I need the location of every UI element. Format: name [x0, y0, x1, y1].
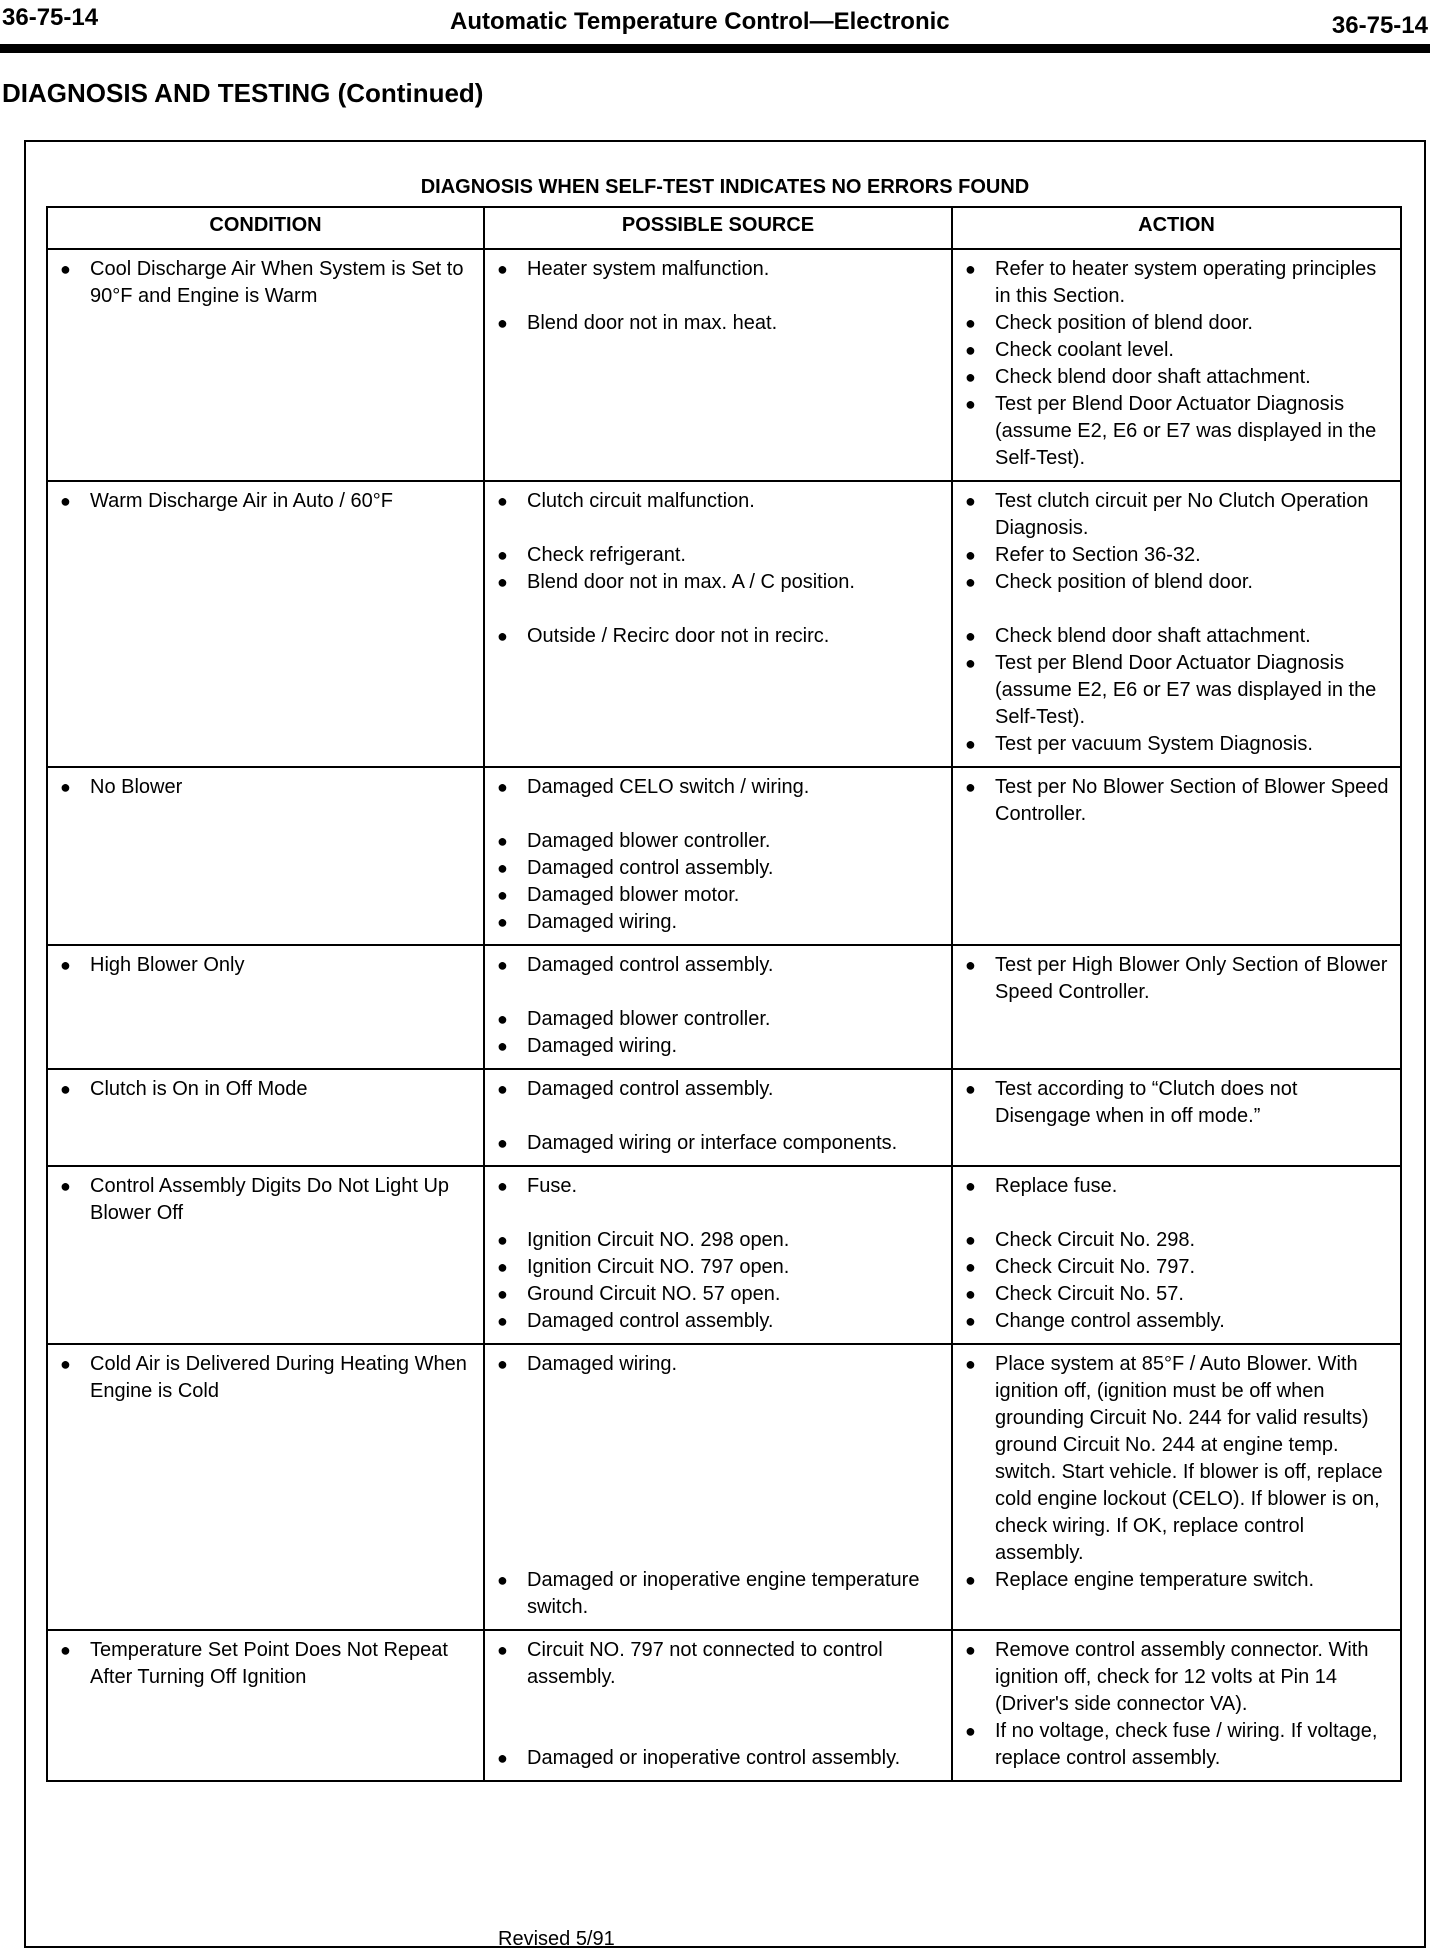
condition-cell: [47, 1166, 484, 1344]
action-cell: [952, 1630, 1401, 1781]
item-text: Temperature Set Point Does Not Repeat After Turning Off Ignition: [90, 1639, 448, 1688]
list-item: [497, 623, 941, 650]
bullet-icon: ●: [497, 1640, 508, 1660]
possible-source-cell: [484, 767, 952, 945]
item-text: Test clutch circuit per No Clutch Operation Diagnosis.: [995, 490, 1369, 539]
list-item: [965, 488, 1390, 542]
item-text: Ignition Circuit NO. 298 open.: [527, 1229, 790, 1251]
bullet-icon: ●: [497, 313, 508, 333]
bullet-icon: ●: [497, 545, 508, 565]
bullet-icon: ●: [965, 626, 976, 646]
list-item: [965, 391, 1390, 472]
item-text: Damaged blower controller.: [527, 830, 771, 852]
bullet-icon: ●: [60, 259, 71, 279]
condition-cell: [47, 249, 484, 481]
item-text: Damaged control assembly.: [527, 954, 774, 976]
bullet-icon: ●: [965, 545, 976, 565]
table-row: [47, 1344, 1401, 1630]
bullet-icon: ●: [497, 1133, 508, 1153]
diagnosis-frame: [24, 140, 1426, 1948]
item-text: Heater system malfunction.: [527, 258, 770, 280]
item-text: Check position of blend door.: [995, 312, 1253, 334]
page-header: [0, 2, 1440, 42]
list-item: [497, 1745, 941, 1772]
table-header-row: [47, 207, 1401, 249]
diagnosis-table: [46, 206, 1402, 1782]
bullet-icon: ●: [965, 1721, 976, 1741]
item-text: Damaged control assembly.: [527, 1310, 774, 1332]
list-item: [965, 256, 1390, 310]
item-text: Damaged wiring.: [527, 1353, 678, 1375]
list-item: [497, 1227, 941, 1254]
table-row: [47, 481, 1401, 767]
list-item: [60, 256, 473, 310]
bullet-icon: ●: [497, 885, 508, 905]
list-item: [965, 952, 1390, 1006]
bullet-icon: ●: [60, 1079, 71, 1099]
item-text: Check refrigerant.: [527, 544, 686, 566]
item-text: Replace engine temperature switch.: [995, 1569, 1315, 1591]
list-item: [965, 731, 1390, 758]
bullet-icon: ●: [497, 1036, 508, 1056]
list-item: [965, 1567, 1390, 1594]
action-cell: [952, 767, 1401, 945]
item-text: Test per Blend Door Actuator Diagnosis (assume E2, E6 or E7 was displayed in the Self-Test).: [995, 652, 1377, 728]
list-item: [497, 1351, 941, 1378]
list-item: [60, 1173, 473, 1227]
table-title: DIAGNOSIS WHEN SELF-TEST INDICATES NO ERRORS FOUND: [420, 176, 1030, 198]
list-item: [60, 1351, 473, 1405]
action-cell: [952, 481, 1401, 767]
list-item: [497, 1173, 941, 1200]
item-text: Place system at 85°F / Auto Blower. With ignition off, (ignition must be off when grounding Circuit No. 244 for valid results) ground Circuit No. 244 at engine temp. switch. Start vehicle. If blower is off, replace cold engine lockout (CELO). If blower is on, check wiring. If OK, replace control assembly.: [995, 1353, 1383, 1564]
item-text: Cool Discharge Air When System is Set to 90°F and Engine is Warm: [90, 258, 464, 307]
column-header-possible-source: POSSIBLE SOURCE: [484, 207, 952, 249]
item-text: Check Circuit No. 298.: [995, 1229, 1196, 1251]
item-text: Blend door not in max. heat.: [527, 312, 778, 334]
condition-cell: [47, 1344, 484, 1630]
condition-cell: [47, 1069, 484, 1166]
table-row: [47, 1630, 1401, 1781]
bullet-icon: ●: [965, 734, 976, 754]
condition-cell: [47, 767, 484, 945]
item-text: Damaged or inoperative engine temperature switch.: [527, 1569, 920, 1618]
item-text: Damaged blower controller.: [527, 1008, 771, 1030]
item-text: Damaged control assembly.: [527, 1078, 774, 1100]
list-item: [497, 310, 941, 337]
list-item: [497, 1308, 941, 1335]
list-item: [497, 542, 941, 569]
item-text: Control Assembly Digits Do Not Light Up Blower Off: [90, 1175, 450, 1224]
bullet-icon: ●: [965, 955, 976, 975]
list-item: [965, 623, 1390, 650]
bullet-icon: ●: [965, 394, 976, 414]
list-item: [965, 1637, 1390, 1718]
list-item: [965, 774, 1390, 828]
list-item: [965, 364, 1390, 391]
list-item: [497, 828, 941, 855]
list-item: [497, 952, 941, 979]
column-header-condition: CONDITION: [47, 207, 484, 249]
list-item: [497, 1006, 941, 1033]
list-item: [965, 310, 1390, 337]
list-item: [965, 650, 1390, 731]
item-text: Outside / Recirc door not in recirc.: [527, 625, 830, 647]
bullet-icon: ●: [497, 1230, 508, 1250]
possible-source-cell: [484, 1166, 952, 1344]
list-item: [60, 488, 473, 515]
list-item: [497, 1637, 941, 1691]
item-text: Damaged CELO switch / wiring.: [527, 776, 810, 798]
item-text: Damaged blower motor.: [527, 884, 740, 906]
item-text: Test per No Blower Section of Blower Speed Controller.: [995, 776, 1389, 825]
item-text: Check coolant level.: [995, 339, 1174, 361]
item-text: Remove control assembly connector. With ignition off, check for 12 volts at Pin 14 (Driver's side connector VA).: [995, 1639, 1369, 1715]
bullet-icon: ●: [965, 1311, 976, 1331]
list-item: [497, 488, 941, 515]
list-item: [965, 1281, 1390, 1308]
item-text: Check blend door shaft attachment.: [995, 625, 1311, 647]
bullet-icon: ●: [965, 367, 976, 387]
list-item: [60, 952, 473, 979]
item-text: No Blower: [90, 776, 183, 798]
item-text: Test according to “Clutch does not Disengage when in off mode.”: [995, 1078, 1298, 1127]
bullet-icon: ●: [497, 955, 508, 975]
list-item: [60, 774, 473, 801]
bullet-icon: ●: [965, 653, 976, 673]
table-row: [47, 249, 1401, 481]
bullet-icon: ●: [497, 777, 508, 797]
list-item: [965, 569, 1390, 596]
bullet-icon: ●: [965, 340, 976, 360]
item-text: Damaged wiring.: [527, 911, 678, 933]
item-text: Refer to heater system operating principles in this Section.: [995, 258, 1377, 307]
bullet-icon: ●: [60, 955, 71, 975]
bullet-icon: ●: [497, 1257, 508, 1277]
item-text: Fuse.: [527, 1175, 578, 1197]
condition-cell: [47, 1630, 484, 1781]
item-text: High Blower Only: [90, 954, 245, 976]
possible-source-cell: [484, 481, 952, 767]
action-cell: [952, 1166, 1401, 1344]
item-text: Warm Discharge Air in Auto / 60°F: [90, 490, 393, 512]
list-item: [497, 1033, 941, 1060]
possible-source-cell: [484, 1630, 952, 1781]
bullet-icon: ●: [497, 491, 508, 511]
list-item: [497, 1281, 941, 1308]
bullet-icon: ●: [965, 259, 976, 279]
bullet-icon: ●: [965, 313, 976, 333]
list-item: [60, 1637, 473, 1691]
item-text: Replace fuse.: [995, 1175, 1118, 1197]
bullet-icon: ●: [60, 1176, 71, 1196]
action-cell: [952, 1344, 1401, 1630]
list-item: [497, 1130, 941, 1157]
condition-cell: [47, 481, 484, 767]
list-item: [497, 855, 941, 882]
bullet-icon: ●: [497, 1570, 508, 1590]
possible-source-cell: [484, 945, 952, 1069]
list-item: [497, 1076, 941, 1103]
bullet-icon: ●: [497, 1311, 508, 1331]
list-item: [497, 774, 941, 801]
bullet-icon: ●: [965, 1079, 976, 1099]
list-item: [965, 542, 1390, 569]
bullet-icon: ●: [497, 1354, 508, 1374]
item-text: Check Circuit No. 57.: [995, 1283, 1184, 1305]
table-body: [47, 249, 1401, 1781]
item-text: Clutch circuit malfunction.: [527, 490, 755, 512]
bullet-icon: ●: [497, 1176, 508, 1196]
table-row: [47, 767, 1401, 945]
bullet-icon: ●: [497, 1079, 508, 1099]
action-cell: [952, 249, 1401, 481]
bullet-icon: ●: [60, 777, 71, 797]
item-text: Damaged or inoperative control assembly.: [527, 1747, 901, 1769]
bullet-icon: ●: [60, 1640, 71, 1660]
page-number-right: 36-75-14: [1331, 12, 1428, 39]
list-item: [965, 1076, 1390, 1130]
page-number-left: 36-75-14: [2, 4, 99, 31]
list-item: [497, 909, 941, 936]
item-text: Test per Blend Door Actuator Diagnosis (assume E2, E6 or E7 was displayed in the Self-Test).: [995, 393, 1377, 469]
header-rule: [0, 44, 1430, 53]
bullet-icon: ●: [965, 572, 976, 592]
possible-source-cell: [484, 1344, 952, 1630]
item-text: Circuit NO. 797 not connected to control assembly.: [527, 1639, 883, 1688]
item-text: Refer to Section 36-32.: [995, 544, 1201, 566]
bullet-icon: ●: [497, 259, 508, 279]
bullet-icon: ●: [965, 1284, 976, 1304]
item-text: Damaged control assembly.: [527, 857, 774, 879]
list-item: [965, 1227, 1390, 1254]
possible-source-cell: [484, 1069, 952, 1166]
bullet-icon: ●: [497, 572, 508, 592]
header-title: Automatic Temperature Control—Electronic: [450, 8, 950, 35]
list-item: [497, 882, 941, 909]
bullet-icon: ●: [965, 1257, 976, 1277]
table-row: [47, 945, 1401, 1069]
list-item: [965, 1351, 1390, 1567]
item-text: Check blend door shaft attachment.: [995, 366, 1311, 388]
list-item: [497, 569, 941, 596]
action-cell: [952, 1069, 1401, 1166]
bullet-icon: ●: [965, 777, 976, 797]
section-title: DIAGNOSIS AND TESTING (Continued): [2, 78, 484, 108]
list-item: [965, 1173, 1390, 1200]
bullet-icon: ●: [497, 912, 508, 932]
bullet-icon: ●: [497, 1748, 508, 1768]
bullet-icon: ●: [965, 1570, 976, 1590]
list-item: [965, 1718, 1390, 1772]
list-item: [965, 1254, 1390, 1281]
bullet-icon: ●: [497, 1009, 508, 1029]
item-text: Blend door not in max. A / C position.: [527, 571, 855, 593]
bullet-icon: ●: [965, 491, 976, 511]
item-text: Ground Circuit NO. 57 open.: [527, 1283, 781, 1305]
item-text: Check position of blend door.: [995, 571, 1253, 593]
table-row: [47, 1069, 1401, 1166]
item-text: If no voltage, check fuse / wiring. If voltage, replace control assembly.: [995, 1720, 1378, 1769]
bullet-icon: ●: [965, 1176, 976, 1196]
list-item: [965, 337, 1390, 364]
column-header-action: ACTION: [952, 207, 1401, 249]
item-text: Check Circuit No. 797.: [995, 1256, 1196, 1278]
table-row: [47, 1166, 1401, 1344]
bullet-icon: ●: [497, 1284, 508, 1304]
bullet-icon: ●: [497, 858, 508, 878]
item-text: Test per vacuum System Diagnosis.: [995, 733, 1313, 755]
list-item: [497, 1567, 941, 1621]
bullet-icon: ●: [497, 831, 508, 851]
item-text: Clutch is On in Off Mode: [90, 1078, 308, 1100]
condition-cell: [47, 945, 484, 1069]
action-cell: [952, 945, 1401, 1069]
list-item: [965, 1308, 1390, 1335]
bullet-icon: ●: [60, 491, 71, 511]
list-item: [497, 1254, 941, 1281]
item-text: Test per High Blower Only Section of Blower Speed Controller.: [995, 954, 1388, 1003]
item-text: Damaged wiring.: [527, 1035, 678, 1057]
possible-source-cell: [484, 249, 952, 481]
item-text: Damaged wiring or interface components.: [527, 1132, 898, 1154]
item-text: Cold Air is Delivered During Heating When Engine is Cold: [90, 1353, 467, 1402]
list-item: [497, 256, 941, 283]
bullet-icon: ●: [497, 626, 508, 646]
bullet-icon: ●: [965, 1640, 976, 1660]
item-text: Change control assembly.: [995, 1310, 1225, 1332]
list-item: [60, 1076, 473, 1103]
bullet-icon: ●: [60, 1354, 71, 1374]
bullet-icon: ●: [965, 1354, 976, 1374]
bullet-icon: ●: [965, 1230, 976, 1250]
revision-footer: Revised 5/91: [498, 1928, 615, 1950]
item-text: Ignition Circuit NO. 797 open.: [527, 1256, 790, 1278]
